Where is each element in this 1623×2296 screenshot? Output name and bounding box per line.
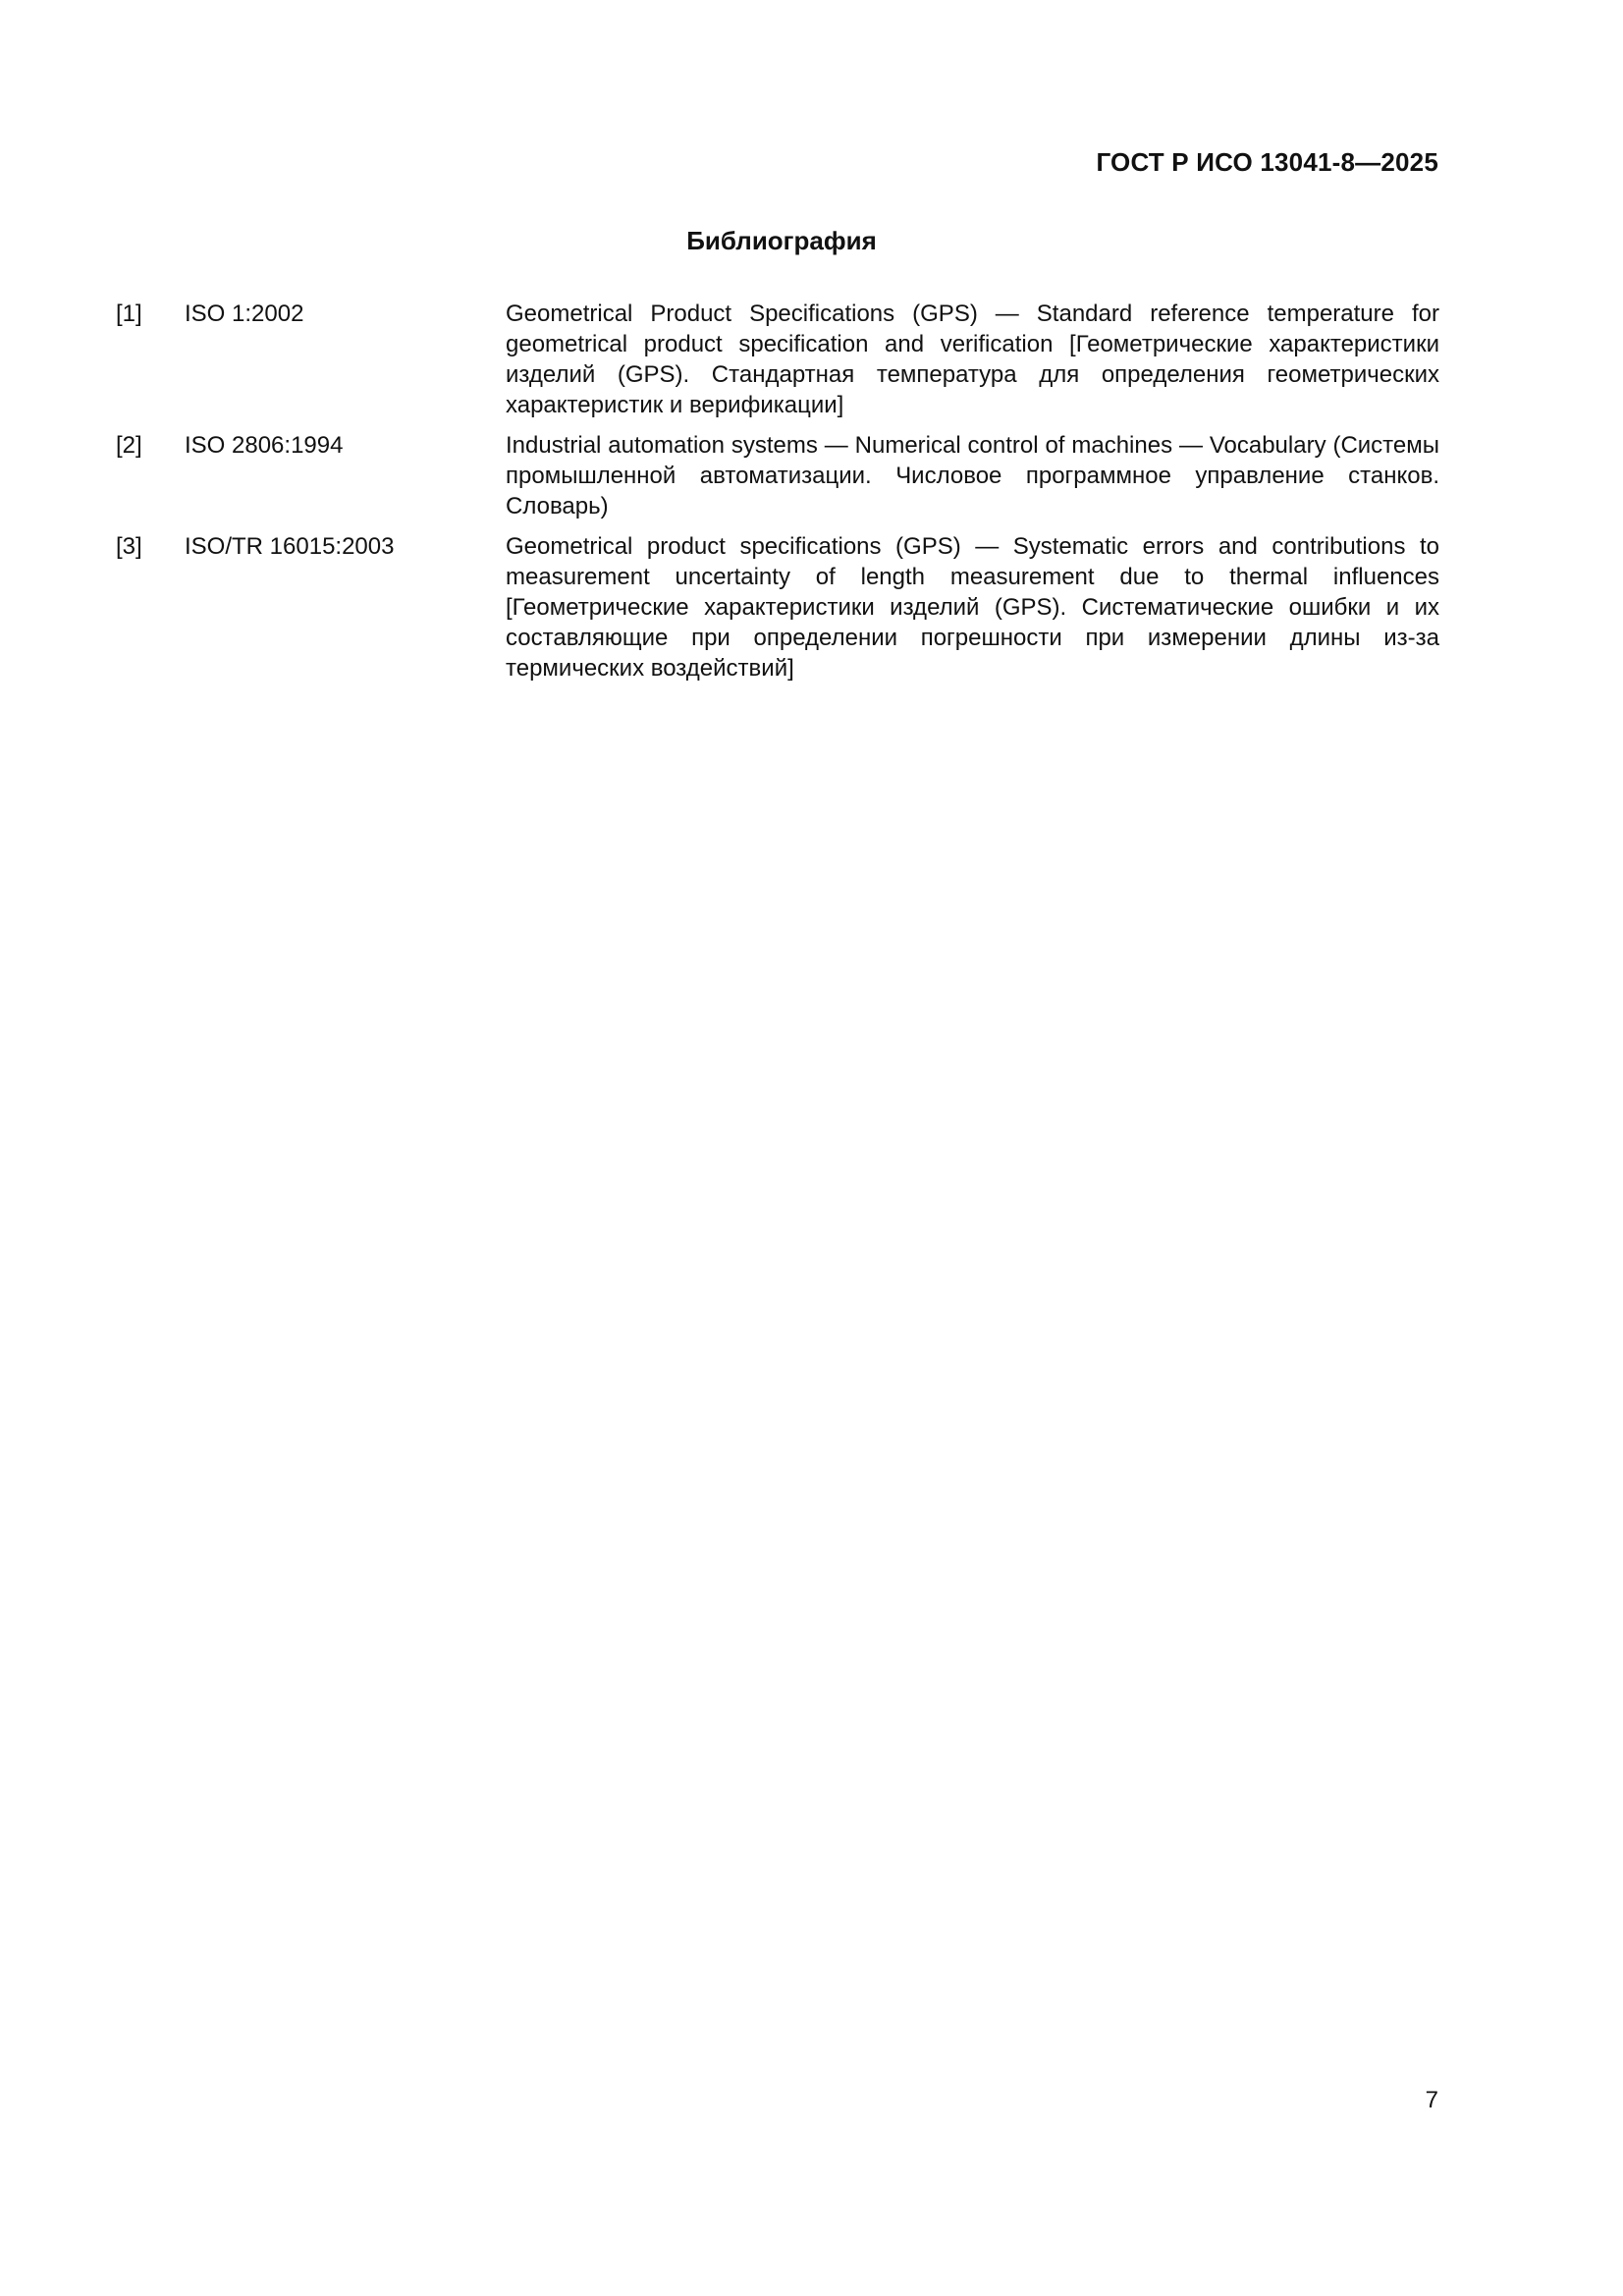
standard-code: ISO 1:2002 (185, 301, 304, 327)
page-title: Библиография (686, 226, 877, 255)
document-header: ГОСТ Р ИСО 13041-8—2025 (1096, 147, 1438, 177)
entry-description: Geometrical Product Specifications (GPS) — Standard reference temperature for geometrical product specification and verification [Геометрические характеристики изделий (GPS). Стандартная температура для определения геометрических характеристик и верификации] (506, 301, 1439, 418)
entry-number: [1] (116, 301, 142, 327)
standard-code: ISO 2806:1994 (185, 432, 344, 459)
bibliography-entry (116, 299, 1439, 420)
bibliography-entry (116, 531, 1439, 683)
entry-number: [3] (116, 533, 142, 560)
page-number: 7 (1425, 2087, 1438, 2113)
entry-description: Geometrical product specifications (GPS) — Systematic errors and contributions to measurement uncertainty of length measurement due to thermal influences [Геометрические характеристики изделий (GPS). Систематические ошибки и их составляющие при определении погрешности при измерении длины из-за термических воздействий] (506, 533, 1439, 682)
entry-number: [2] (116, 432, 142, 459)
bibliography-list (116, 299, 1439, 693)
standard-code: ISO/TR 16015:2003 (185, 533, 395, 560)
bibliography-entry (116, 430, 1439, 521)
entry-description: Industrial automation systems — Numerical control of machines — Vocabulary (Системы промышленной автоматизации. Числовое программное управление станков. Словарь) (506, 432, 1439, 519)
